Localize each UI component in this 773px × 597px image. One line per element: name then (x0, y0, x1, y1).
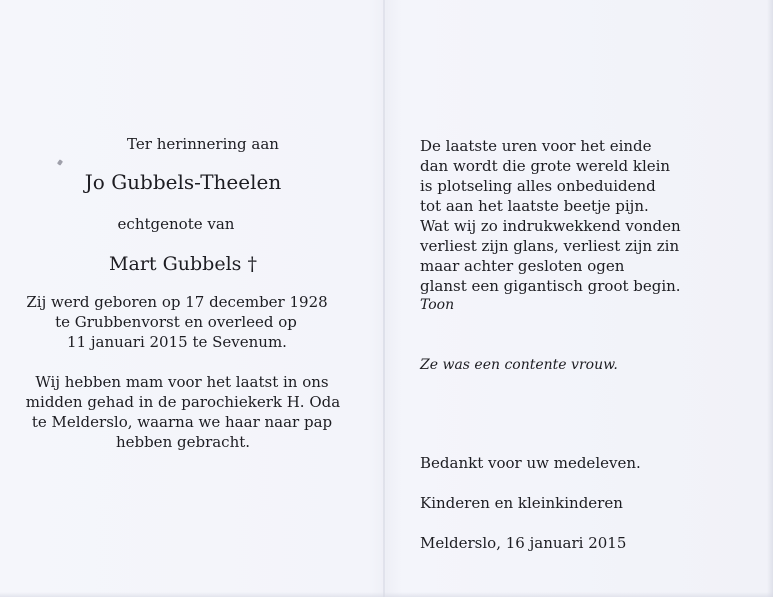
poem-line: glanst een gigantisch groot begin. (420, 277, 681, 295)
deceased-name: Jo Gubbels-Theelen (84, 170, 282, 194)
birth-line-2: te Grubbenvorst en overleed op (55, 313, 297, 331)
signed-text: Kinderen en kleinkinderen (420, 494, 623, 512)
poem-line: dan wordt die grote wereld klein (420, 157, 671, 175)
poem-line: maar achter gesloten ogen (420, 257, 625, 275)
place-date: Melderslo, 16 januari 2015 (420, 534, 627, 552)
intro-text: Ter herinnering aan (127, 135, 279, 153)
poem-line: tot aan het laatste beetje pijn. (420, 197, 649, 215)
poem-line: De laatste uren voor het einde (420, 137, 652, 155)
birth-line-1: Zij werd geboren op 17 december 1928 (26, 293, 328, 311)
tagline: Ze was een contente vrouw. (420, 357, 618, 373)
relation-text: echtgenote van (117, 215, 235, 233)
poem-line: is plotseling alles onbeduidend (420, 177, 656, 195)
poem-author: Toon (420, 297, 455, 313)
farewell-line-4: hebben gebracht. (115, 433, 251, 451)
card-fold (383, 0, 385, 597)
card-edge-bottom (0, 592, 773, 597)
paper-speck (57, 159, 63, 165)
thanks-text: Bedankt voor uw medeleven. (420, 454, 641, 472)
farewell-line-3: te Melderslo, waarna we haar naar pap (31, 413, 333, 431)
poem-line: Wat wij zo indrukwekkend vonden (420, 217, 681, 235)
farewell-line-1: Wij hebben mam voor het laatst in ons (35, 373, 329, 391)
birth-line-3: 11 januari 2015 te Sevenum. (67, 333, 287, 351)
card-edge-right (767, 0, 773, 597)
poem-line: verliest zijn glans, verliest zijn zin (420, 237, 680, 255)
farewell-line-2: midden gehad in de parochiekerk H. Oda (25, 393, 341, 411)
poem (420, 136, 681, 314)
spouse-name: Mart Gubbels † (109, 253, 257, 275)
